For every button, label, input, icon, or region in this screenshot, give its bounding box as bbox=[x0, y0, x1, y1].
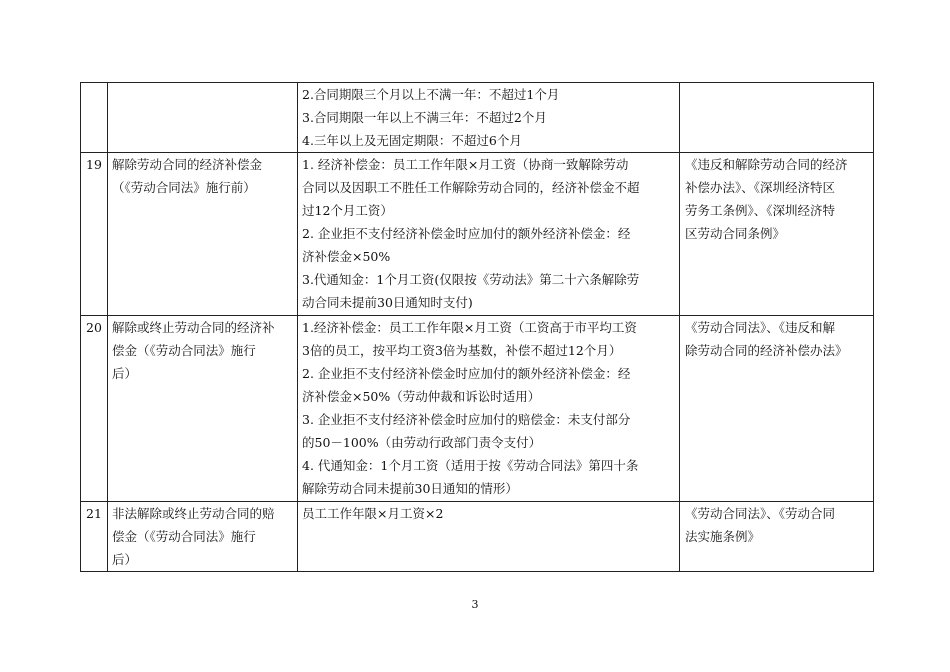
standard-line: 4. 代通知金：1个月工资（适用于按《劳动合同法》第四十条 bbox=[302, 458, 639, 473]
standard-line: 3.合同期限一年以上不满三年：不超过2个月 bbox=[302, 110, 547, 125]
item-cell bbox=[108, 502, 298, 572]
item-line: 后） bbox=[112, 552, 138, 567]
law-cell bbox=[680, 83, 874, 153]
table-row bbox=[81, 316, 874, 502]
law-line: 区劳动合同条例》 bbox=[685, 226, 786, 241]
item-cell bbox=[108, 316, 298, 502]
item-cell bbox=[108, 153, 298, 316]
law-line: 法实施条例》 bbox=[685, 529, 761, 544]
item-line: 解除劳动合同的经济补偿金 bbox=[112, 157, 263, 172]
law-line: 《劳动合同法》、《违反和解 bbox=[685, 320, 836, 335]
standard-cell bbox=[298, 83, 680, 153]
standard-line: 的50－100%（由劳动行政部门责令支付） bbox=[302, 435, 542, 450]
standard-line: 4.三年以上及无固定期限：不超过6个月 bbox=[302, 133, 522, 148]
law-cell bbox=[680, 502, 874, 572]
standard-line: 1.经济补偿金：员工工作年限×月工资（工资高于市平均工资 bbox=[302, 320, 637, 335]
standard-line: 解除劳动合同未提前30日通知的情形） bbox=[302, 481, 518, 496]
law-line: 劳务工条例》、《深圳经济特 bbox=[685, 203, 836, 218]
standard-line: 1. 经济补偿金：员工工作年限×月工资（协商一致解除劳动 bbox=[302, 157, 629, 172]
law-cell bbox=[680, 153, 874, 316]
standard-line: 员工工作年限×月工资×2 bbox=[302, 506, 444, 521]
standard-cell bbox=[298, 316, 680, 502]
law-line: 《违反和解除劳动合同的经济 bbox=[685, 157, 848, 172]
row-number: 20 bbox=[86, 320, 102, 335]
row-number: 21 bbox=[86, 506, 102, 521]
standard-line: 动合同未提前30日通知时支付) bbox=[302, 295, 473, 310]
standard-line: 过12个月工资） bbox=[302, 203, 393, 218]
item-line: 偿金（《劳动合同法》施行 bbox=[112, 343, 256, 358]
table-row bbox=[81, 153, 874, 316]
standard-line: 2. 企业拒不支付经济补偿金时应加付的额外经济补偿金：经 bbox=[302, 226, 631, 241]
standard-line: 济补偿金×50%（劳动仲裁和诉讼时适用） bbox=[302, 389, 541, 404]
standard-line: 2. 企业拒不支付经济补偿金时应加付的额外经济补偿金：经 bbox=[302, 366, 631, 381]
law-line: 《劳动合同法》、《劳动合同 bbox=[685, 506, 836, 521]
table-row bbox=[81, 83, 874, 153]
page-number: 3 bbox=[471, 598, 479, 611]
standard-cell bbox=[298, 153, 680, 316]
row-number-cell bbox=[81, 502, 108, 572]
table-row bbox=[81, 502, 874, 572]
standard-line: 3.代通知金：1个月工资(仅限按《劳动法》第二十六条解除劳 bbox=[302, 272, 640, 287]
standard-line: 合同以及因职工不胜任工作解除劳动合同的，经济补偿金不超 bbox=[302, 180, 640, 195]
standard-line: 3. 企业拒不支付经济补偿金时应加付的赔偿金：未支付部分 bbox=[302, 412, 631, 427]
row-number-cell bbox=[81, 153, 108, 316]
standard-line: 2.合同期限三个月以上不满一年：不超过1个月 bbox=[302, 87, 560, 102]
law-line: 除劳动合同的经济补偿办法》 bbox=[685, 343, 848, 358]
row-number: 19 bbox=[86, 157, 102, 172]
item-line: 偿金（《劳动合同法》施行 bbox=[112, 529, 256, 544]
compensation-table bbox=[80, 82, 874, 572]
row-number-cell bbox=[81, 316, 108, 502]
law-line: 补偿办法》、《深圳经济特区 bbox=[685, 180, 836, 195]
item-cell bbox=[108, 83, 298, 153]
standard-line: 3倍的员工，按平均工资3倍为基数，补偿不超过12个月） bbox=[302, 343, 622, 358]
item-line: 后） bbox=[112, 366, 138, 381]
standard-cell bbox=[298, 502, 680, 572]
item-line: （《劳动合同法》施行前） bbox=[112, 180, 256, 195]
row-number-cell bbox=[81, 83, 108, 153]
item-line: 非法解除或终止劳动合同的赔 bbox=[112, 506, 275, 521]
standard-line: 济补偿金×50% bbox=[302, 249, 391, 264]
item-line: 解除或终止劳动合同的经济补 bbox=[112, 320, 275, 335]
law-cell bbox=[680, 316, 874, 502]
